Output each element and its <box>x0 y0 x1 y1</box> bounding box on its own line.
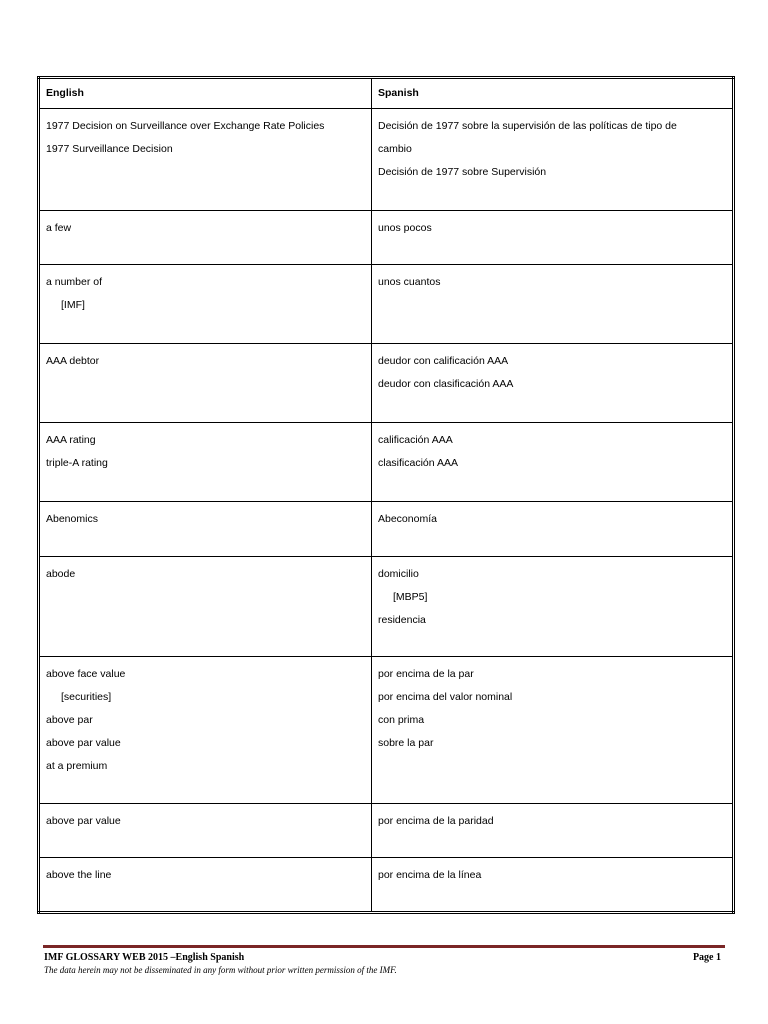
english-term: above the line <box>46 869 112 881</box>
spanish-term: deudor con calificación AAA <box>378 355 509 367</box>
table-row <box>39 657 734 804</box>
table-row <box>39 858 734 913</box>
spanish-term: por encima del valor nominal <box>378 691 513 703</box>
glossary-table <box>37 76 735 914</box>
english-cell <box>39 109 372 211</box>
table-row <box>39 344 734 423</box>
english-cell <box>39 265 372 344</box>
english-cell <box>39 502 372 557</box>
spanish-qualifier: [MBP5] <box>393 591 428 603</box>
english-qualifier: [IMF] <box>61 299 85 311</box>
english-term: triple-A rating <box>46 457 108 469</box>
english-cell <box>39 423 372 502</box>
english-term: 1977 Decision on Surveillance over Exchange Rate Policies <box>46 120 325 132</box>
table-row <box>39 423 734 502</box>
spanish-cell <box>372 423 734 502</box>
spanish-term: domicilio <box>378 568 419 580</box>
spanish-term: por encima de la paridad <box>378 815 494 827</box>
table-row <box>39 502 734 557</box>
spanish-cell <box>372 344 734 423</box>
english-cell <box>39 211 372 265</box>
english-cell <box>39 344 372 423</box>
spanish-term: residencia <box>378 614 426 626</box>
header-row <box>39 78 734 109</box>
spanish-cell <box>372 211 734 265</box>
spanish-term: unos cuantos <box>378 276 441 288</box>
english-cell <box>39 557 372 657</box>
english-term: AAA rating <box>46 434 96 446</box>
english-term: above par value <box>46 737 121 749</box>
spanish-cell <box>372 109 734 211</box>
spanish-cell <box>372 804 734 858</box>
spanish-term: con prima <box>378 714 425 726</box>
spanish-cell <box>372 557 734 657</box>
english-term: at a premium <box>46 760 108 772</box>
english-term: Abenomics <box>46 513 98 525</box>
english-cell <box>39 804 372 858</box>
english-term: abode <box>46 568 76 580</box>
spanish-term: Decisión de 1977 sobre la supervisión de las políticas de tipo de <box>378 120 677 132</box>
header-spanish: Spanish <box>372 78 734 109</box>
spanish-term: unos pocos <box>378 222 432 234</box>
page-number: Page 1 <box>692 952 721 963</box>
english-term: above par value <box>46 815 121 827</box>
footer-disclaimer: The data herein may not be disseminated in any form without prior written permission of the IMF. <box>44 965 397 975</box>
spanish-cell <box>372 502 734 557</box>
english-term: AAA debtor <box>46 355 100 367</box>
header-english: English <box>39 78 372 109</box>
english-term: above face value <box>46 668 126 680</box>
table-row <box>39 557 734 657</box>
spanish-cell <box>372 858 734 913</box>
english-term: above par <box>46 714 93 726</box>
table-row <box>39 265 734 344</box>
spanish-term: calificación AAA <box>378 434 453 446</box>
spanish-term: cambio <box>378 143 412 155</box>
table-row <box>39 211 734 265</box>
spanish-term: por encima de la par <box>378 668 474 680</box>
table-body <box>39 109 734 913</box>
english-term: a few <box>46 222 72 234</box>
english-cell <box>39 657 372 804</box>
footer-rule <box>43 945 725 948</box>
table-row <box>39 804 734 858</box>
footer-title: IMF GLOSSARY WEB 2015 –English Spanish <box>44 952 245 963</box>
spanish-cell <box>372 265 734 344</box>
spanish-term: por encima de la línea <box>378 869 482 881</box>
spanish-term: clasificación AAA <box>378 457 458 469</box>
spanish-term: Abeconomía <box>378 513 437 525</box>
spanish-term: sobre la par <box>378 737 434 749</box>
english-qualifier: [securities] <box>61 691 112 703</box>
spanish-term: Decisión de 1977 sobre Supervisión <box>378 166 547 178</box>
spanish-term: deudor con clasificación AAA <box>378 378 514 390</box>
english-term: a number of <box>46 276 103 288</box>
english-cell <box>39 858 372 913</box>
english-term: 1977 Surveillance Decision <box>46 143 173 155</box>
spanish-cell <box>372 657 734 804</box>
table-row <box>39 109 734 211</box>
